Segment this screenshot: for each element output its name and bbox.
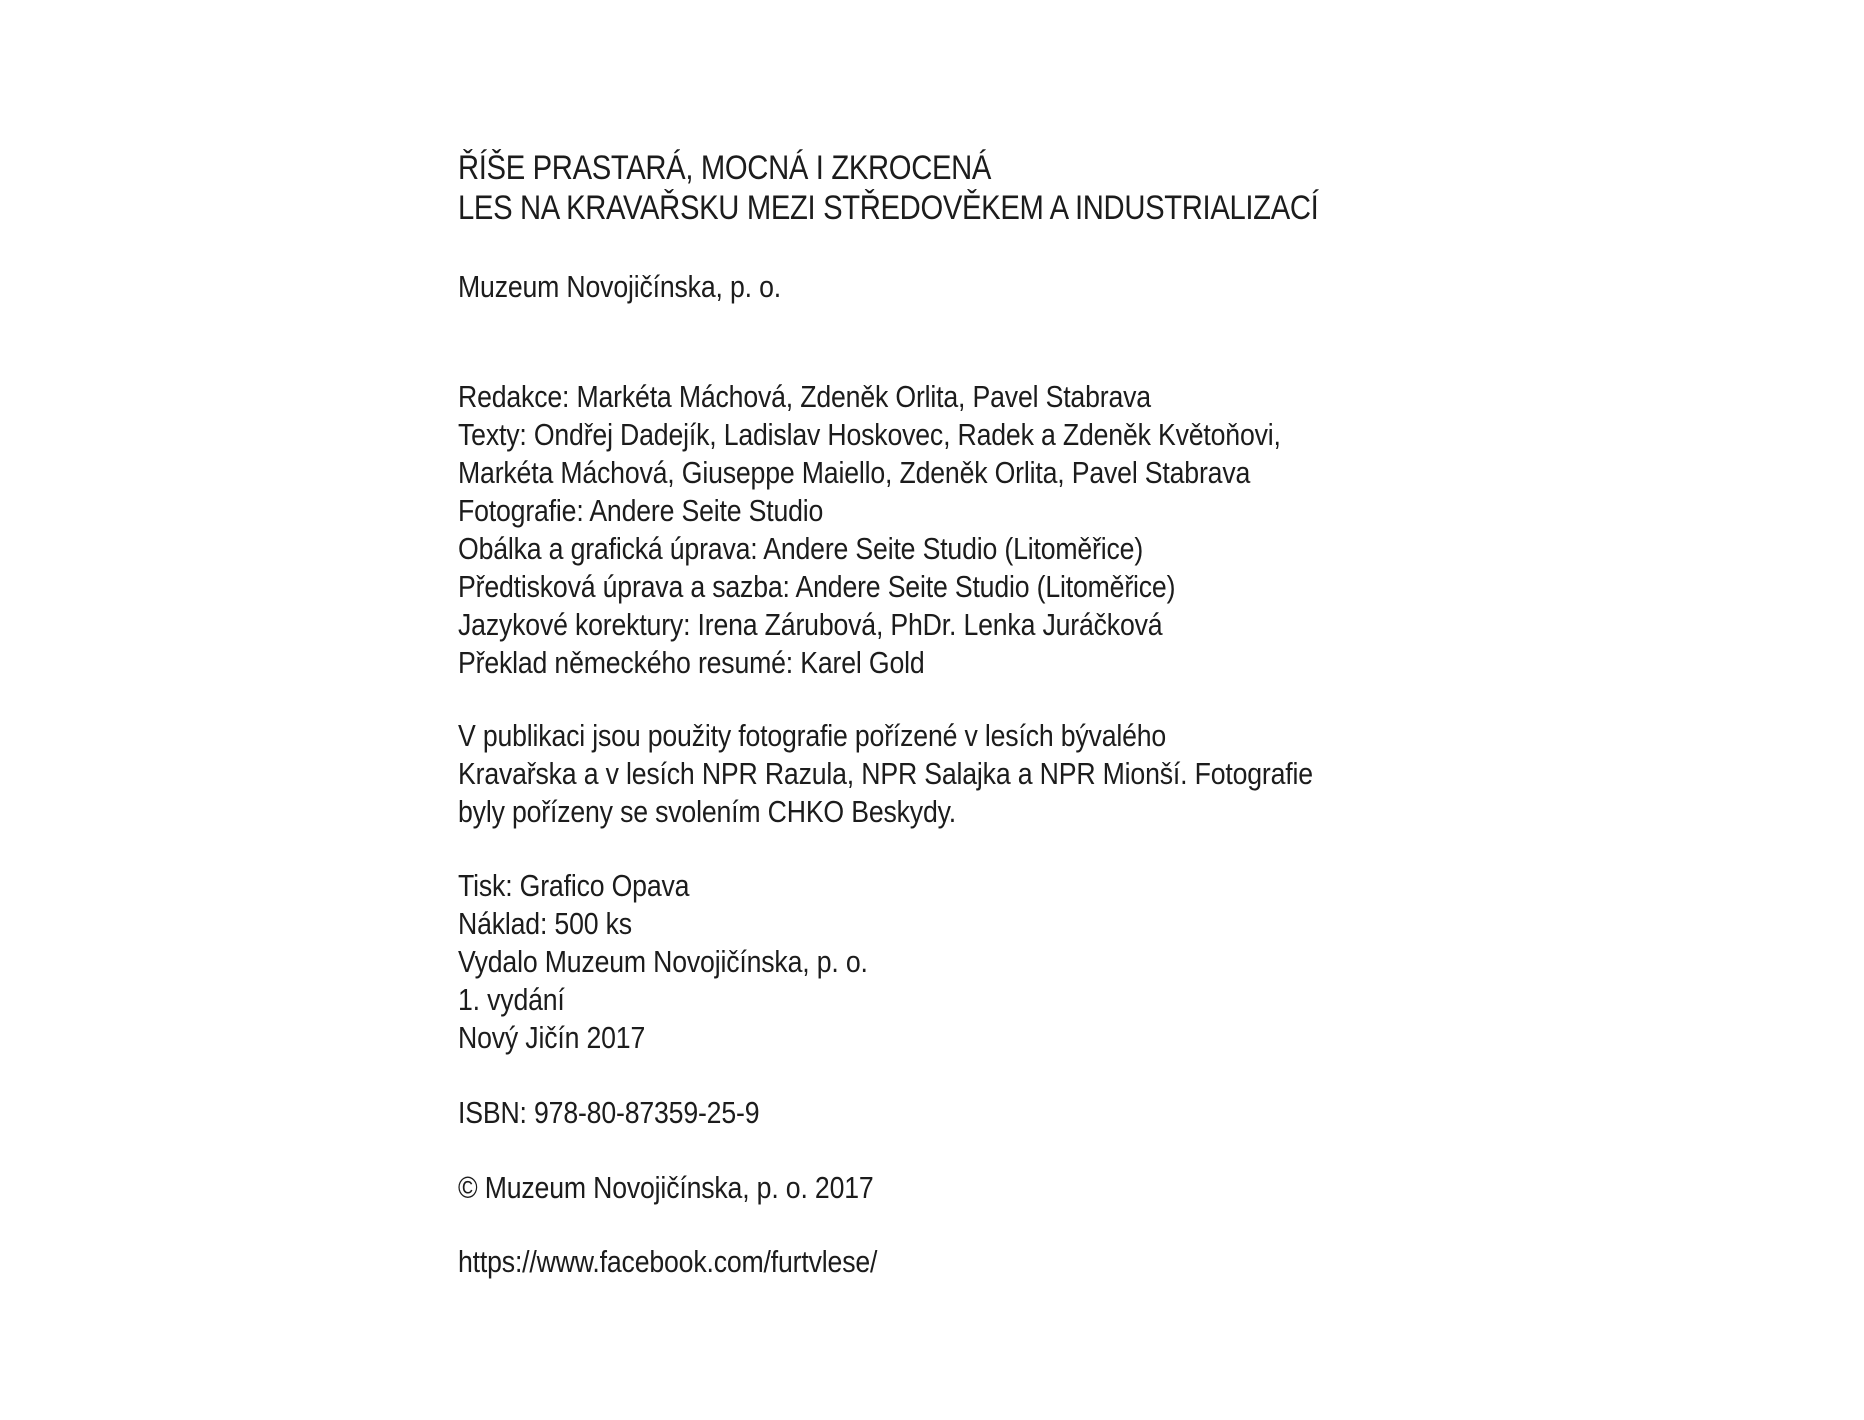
credit-line-prepress: Předtisková úprava a sazba: Andere Seite Studio (Litoměřice) <box>458 569 1176 604</box>
credit-line-translation: Překlad německého resumé: Karel Gold <box>458 645 925 680</box>
note-line: V publikaci jsou použity fotografie pořízené v lesích bývalého <box>458 718 1167 753</box>
isbn: ISBN: 978-80-87359-25-9 <box>458 1095 760 1130</box>
title-block <box>458 148 1458 228</box>
url-block <box>458 1243 1458 1281</box>
note-line: Kravařska a v lesích NPR Razula, NPR Salajka a NPR Mionší. Fotografie <box>458 756 1313 791</box>
print-info-block <box>458 867 1458 1057</box>
credit-line-cover-design: Obálka a grafická úprava: Andere Seite Studio (Litoměřice) <box>458 531 1144 566</box>
photo-note-block <box>458 717 1458 831</box>
book-title: ŘÍŠE PRASTARÁ, MOCNÁ I ZKROCENÁ <box>458 149 992 187</box>
copyright: © Muzeum Novojičínska, p. o. 2017 <box>458 1170 874 1205</box>
credit-line-proofreading: Jazykové korektury: Irena Zárubová, PhDr. Lenka Juráčková <box>458 607 1163 642</box>
print-line-printer: Tisk: Grafico Opava <box>458 868 690 903</box>
note-line: byly pořízeny se svolením CHKO Beskydy. <box>458 794 957 829</box>
print-line-place-year: Nový Jičín 2017 <box>458 1020 646 1055</box>
credits-block <box>458 378 1458 682</box>
book-subtitle: LES NA KRAVAŘSKU MEZI STŘEDOVĚKEM A INDUSTRIALIZACÍ <box>458 189 1319 227</box>
credit-line-texts-cont: Markéta Máchová, Giuseppe Maiello, Zdeněk Orlita, Pavel Stabrava <box>458 455 1251 490</box>
credit-line-photography: Fotografie: Andere Seite Studio <box>458 493 824 528</box>
publisher-name: Muzeum Novojičínska, p. o. <box>458 269 781 304</box>
isbn-block <box>458 1094 1458 1132</box>
print-line-edition: 1. vydání <box>458 982 565 1017</box>
copyright-block <box>458 1169 1458 1207</box>
print-line-publisher: Vydalo Muzeum Novojičínska, p. o. <box>458 944 868 979</box>
publisher-block <box>458 268 1458 306</box>
credit-line-texts: Texty: Ondřej Dadejík, Ladislav Hoskovec, Radek a Zdeněk Květoňovi, <box>458 417 1281 452</box>
print-line-run: Náklad: 500 ks <box>458 906 632 941</box>
credit-line-editors: Redakce: Markéta Máchová, Zdeněk Orlita, Pavel Stabrava <box>458 379 1151 414</box>
facebook-url: https://www.facebook.com/furtvlese/ <box>458 1244 878 1279</box>
